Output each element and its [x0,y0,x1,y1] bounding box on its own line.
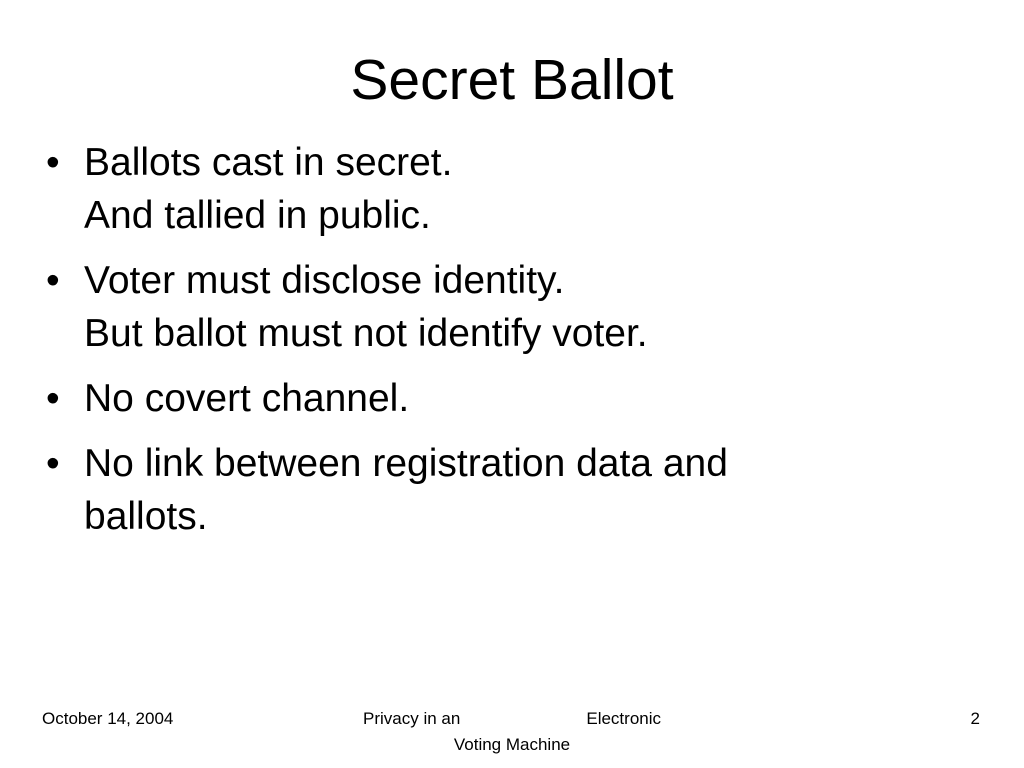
bullet-line: Voter must disclose identity. [84,259,565,302]
footer-title-part2: Electronic [586,709,661,728]
bullet-item [40,254,920,360]
bullet-list [40,136,920,555]
bullet-item [40,372,920,425]
bullet-item [40,437,920,543]
footer-page-number: 2 [970,709,980,728]
bullet-marker: • [46,141,60,184]
bullet-item [40,136,920,242]
slide-title: Secret Ballot [350,48,674,112]
bullet-line: No link between registration data and [84,442,728,485]
footer-title-row [346,706,678,732]
footer-title-part3: Voting Machine [453,735,571,754]
bullet-marker: • [46,259,60,302]
footer-date: October 14, 2004 [42,709,174,728]
bullet-line: No covert channel. [84,377,410,420]
bullet-marker: • [46,377,60,420]
bullet-line: And tallied in public. [84,194,431,237]
bullet-line: But ballot must not identify voter. [84,312,648,355]
bullet-marker: • [46,442,60,485]
bullet-line: Ballots cast in secret. [84,141,453,184]
bullet-line: ballots. [84,495,208,538]
footer-title [346,706,678,758]
footer-title-part1: Privacy in an [363,709,461,728]
